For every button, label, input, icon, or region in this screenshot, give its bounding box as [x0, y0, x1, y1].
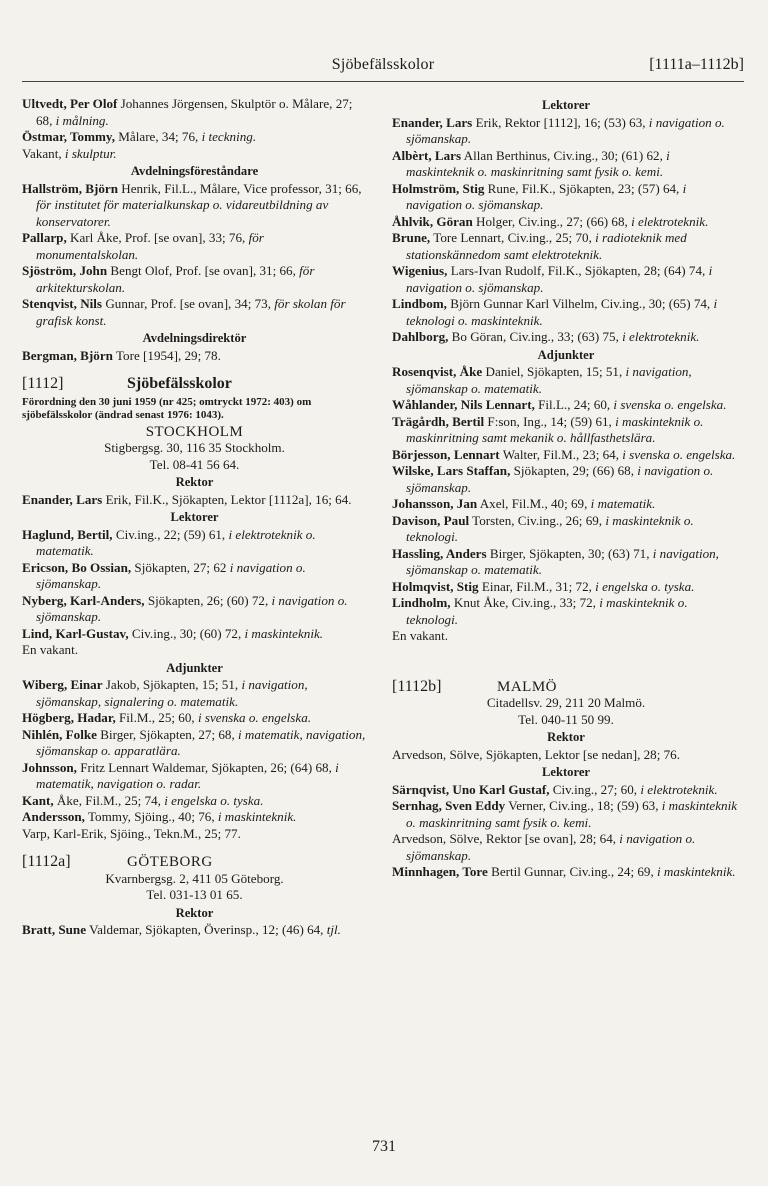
entry: Enander, Lars Erik, Fil.K., Sjökapten, Lektor [1112a], 16; 64.: [22, 491, 352, 507]
entry: Hallström, Björn Henrik, Fil.L., Målare, Vice professor, 31; 66, för institutet för materialkunskap o. vidareutbildning av konservatorer.: [22, 180, 362, 229]
subheading: Lektorer: [541, 98, 591, 112]
address: Kvarnbergsg. 2, 411 05 Göteborg.: [105, 870, 284, 886]
entry: Andersson, Tommy, Sjöing., 40; 76, i maskinteknik.: [22, 809, 297, 824]
right-column: [392, 96, 740, 881]
page-header: [22, 56, 744, 80]
entry: Brune, Tore Lennart, Civ.ing., 25; 70, i radioteknik med stationskännedom samt elektroteknik.: [392, 230, 687, 262]
city-heading: GÖTEBORG: [127, 854, 213, 870]
entry: Lindholm, Knut Åke, Civ.ing., 33; 72, i maskinteknik o. teknologi.: [392, 595, 688, 627]
entry: Davison, Paul Torsten, Civ.ing., 26; 69, i maskinteknik o. teknologi.: [392, 512, 694, 544]
entry: Holmström, Stig Rune, Fil.K., Sjökapten, 23; (57) 64, i navigation o. sjömanskap.: [392, 180, 687, 212]
entry: Arvedson, Sölve, Rektor [se ovan], 28; 64, i navigation o. sjömanskap.: [392, 831, 696, 863]
entry: Östmar, Tommy, Målare, 34; 76, i teckning.: [22, 129, 257, 144]
entry: Bergman, Björn Tore [1954], 29; 78.: [22, 347, 221, 363]
entry: Nihlén, Folke Birger, Sjökapten, 27; 68, i matematik, navigation, sjömanskap o. apparatlära.: [22, 726, 366, 758]
entry: Börjesson, Lennart Walter, Fil.M., 23; 64, i svenska o. engelska.: [392, 446, 736, 462]
subheading: Lektorer: [541, 765, 591, 779]
entry: Högberg, Hadar, Fil.M., 25; 60, i svenska o. engelska.: [22, 710, 312, 725]
entry: Sjöström, John Bengt Olof, Prof. [se ovan], 31; 66, för arkitekturskolan.: [22, 263, 315, 295]
section-heading-1112: [22, 376, 367, 393]
subheading: Rektor: [547, 730, 585, 744]
entry: Ultvedt, Per Olof Johannes Jörgensen, Skulptör o. Målare, 27; 68, i målning.: [22, 96, 353, 128]
subheading: Avdelningsföreståndare: [130, 164, 259, 178]
section-heading-1112b: [392, 679, 740, 696]
entry: Nyberg, Karl-Anders, Sjökapten, 26; (60) 72, i navigation o. sjömanskap.: [22, 592, 348, 624]
subheading: Rektor: [175, 905, 214, 920]
page-number: 731: [372, 1138, 396, 1155]
entry: Hassling, Anders Birger, Sjökapten, 30; (63) 71, i navigation, sjömanskap o. matematik.: [392, 545, 719, 577]
entry: Enander, Lars Erik, Rektor [1112], 16; (53) 63, i navigation o. sjömanskap.: [392, 114, 725, 146]
telephone: Tel. 031-13 01 65.: [146, 887, 243, 902]
section-number: [1112]: [22, 375, 64, 392]
entry: Sernhag, Sven Eddy Verner, Civ.ing., 18; (59) 63, i maskinteknik o. maskinritning samt fysik o. kemi.: [392, 798, 738, 830]
address: Stigbergsg. 30, 116 35 Stockholm.: [104, 440, 285, 455]
section-range: [1111a–1112b]: [649, 56, 744, 73]
entry: Holmqvist, Stig Einar, Fil.M., 31; 72, i engelska o. tyska.: [392, 578, 695, 594]
entry: Wilske, Lars Staffan, Sjökapten, 29; (66) 68, i navigation o. sjömanskap.: [392, 463, 714, 495]
section-number: [1112b]: [392, 677, 442, 695]
entry: Lind, Karl-Gustav, Civ.ing., 30; (60) 72, i maskinteknik.: [22, 625, 324, 641]
entry: Albèrt, Lars Allan Berthinus, Civ.ing., 30; (61) 62, i maskinteknik o. maskinritning samt fysik o. kemi.: [392, 147, 670, 179]
address: Citadellsv. 29, 211 20 Malmö.: [486, 695, 646, 710]
entry: Wigenius, Lars-Ivan Rudolf, Fil.K., Sjökapten, 28; (64) 74, i navigation o. sjömanskap.: [392, 263, 713, 295]
entry: Åhlvik, Göran Holger, Civ.ing., 27; (66) 68, i elektroteknik.: [392, 213, 709, 229]
vacancy: En vakant.: [392, 628, 448, 643]
telephone: Tel. 040-11 50 99.: [518, 711, 614, 727]
entry: Vakant, i skulptur.: [22, 145, 117, 161]
city-heading: MALMÖ: [497, 678, 558, 695]
ordinance-note: Förordning den 30 juni 1959 (nr 425; omtryckt 1972: 403) om sjöbefälsskolor (ändrad senast 1976: 1043).: [22, 395, 312, 421]
subheading: Avdelningsdirektör: [142, 331, 247, 345]
vacancy: En vakant.: [22, 642, 78, 657]
entry: Johansson, Jan Axel, Fil.M., 40; 69, i matematik.: [392, 496, 656, 511]
telephone: Tel. 08-41 56 64.: [149, 456, 240, 472]
entry: Johnsson, Fritz Lennart Waldemar, Sjökapten, 26; (64) 68, i matematik, navigation o. radar.: [22, 759, 339, 791]
running-title: Sjöbefälsskolor: [331, 56, 435, 73]
entry: Wiberg, Einar Jakob, Sjökapten, 15; 51, i navigation, sjömanskap, signalering o. matematik.: [22, 677, 308, 709]
header-rule: [22, 81, 744, 82]
subheading: Adjunkter: [537, 347, 595, 362]
entry: Arvedson, Sölve, Sjökapten, Lektor [se nedan], 28; 76.: [392, 746, 681, 762]
entry: Lindbom, Björn Gunnar Karl Vilhelm, Civ.ing., 30; (65) 74, i teknologi o. maskinteknik.: [392, 296, 718, 328]
entry: Minnhagen, Tore Bertil Gunnar, Civ.ing., 24; 69, i maskinteknik.: [392, 864, 736, 879]
entry: Särnqvist, Uno Karl Gustaf, Civ.ing., 27; 60, i elektroteknik.: [392, 781, 718, 797]
subheading: Rektor: [175, 475, 214, 489]
entry: Varp, Karl-Erik, Sjöing., Tekn.M., 25; 77.: [22, 825, 241, 841]
entry: Pallarp, Karl Åke, Prof. [se ovan], 33; 76, för monumentalskolan.: [22, 230, 264, 262]
city-heading: STOCKHOLM: [145, 423, 244, 440]
entry: Kant, Åke, Fil.M., 25; 74, i engelska o. tyska.: [22, 792, 264, 808]
subheading: Lektorer: [170, 510, 219, 524]
left-column: [22, 96, 367, 939]
subheading: Adjunkter: [166, 660, 223, 675]
section-title: Sjöbefälsskolor: [127, 375, 232, 392]
entry: Dahlborg, Bo Göran, Civ.ing., 33; (63) 75, i elektroteknik.: [392, 329, 700, 344]
entry: Ericson, Bo Ossian, Sjökapten, 27; 62 i navigation o. sjömanskap.: [22, 559, 306, 591]
entry: Stenqvist, Nils Gunnar, Prof. [se ovan], 34; 73, för skolan för grafisk konst.: [22, 296, 346, 328]
entry: Trägårdh, Bertil F:son, Ing., 14; (59) 61, i maskinteknik o. maskinritning samt mekanik o. hållfasthetslära.: [392, 413, 704, 445]
entry: Haglund, Bertil, Civ.ing., 22; (59) 61, i elektroteknik o. matematik.: [22, 526, 316, 558]
section-number: [1112a]: [22, 853, 71, 870]
entry: Bratt, Sune Valdemar, Sjökapten, Överinsp., 12; (46) 64, tjl.: [22, 922, 341, 937]
entry: Wåhlander, Nils Lennart, Fil.L., 24; 60, i svenska o. engelska.: [392, 397, 727, 412]
entry: Rosenqvist, Åke Daniel, Sjökapten, 15; 51, i navigation, sjömanskap o. matematik.: [392, 364, 692, 396]
section-heading-1112a: [22, 854, 367, 871]
